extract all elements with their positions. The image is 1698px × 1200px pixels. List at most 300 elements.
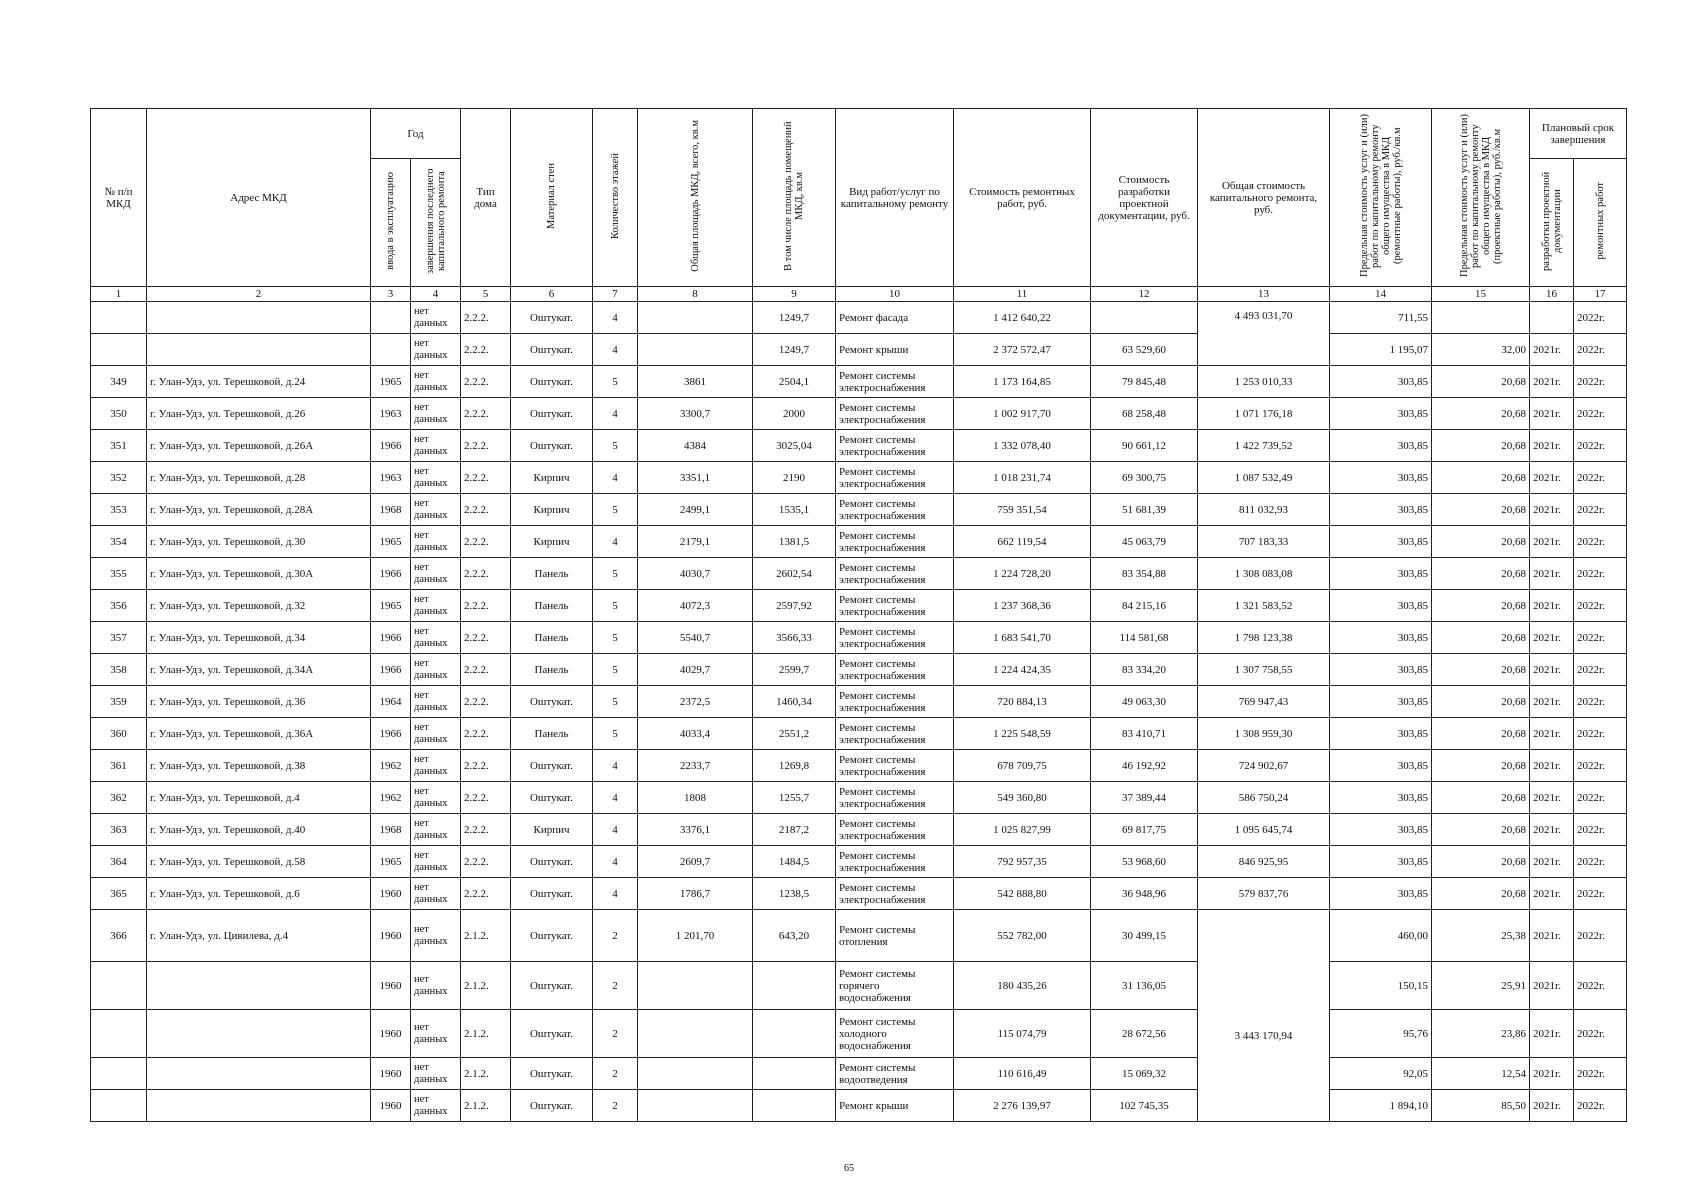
cell-type: 2.2.2.: [461, 878, 511, 910]
cell-limit-design: 20,68: [1432, 398, 1530, 430]
cell-limit-repair: 303,85: [1330, 366, 1432, 398]
cell-num: 351: [91, 430, 147, 462]
cell-repair-cost: 1 224 424,35: [954, 654, 1091, 686]
cell-year: [371, 302, 411, 334]
cell-area: 3376,1: [638, 814, 753, 846]
cell-year: 1966: [371, 430, 411, 462]
cell-premises: [753, 1058, 836, 1090]
cell-limit-design: 85,50: [1432, 1090, 1530, 1122]
cell-plan-design: [1530, 302, 1574, 334]
table-row: [91, 718, 1627, 750]
cell-total: 4 493 031,70: [1198, 302, 1330, 366]
cell-repair-cost: 1 018 231,74: [954, 462, 1091, 494]
cell-area: [638, 962, 753, 1010]
cell-year: 1962: [371, 750, 411, 782]
cell-type: 2.1.2.: [461, 910, 511, 962]
cell-total: 1 798 123,38: [1198, 622, 1330, 654]
cell-limit-design: 20,68: [1432, 622, 1530, 654]
cell-area: [638, 1058, 753, 1090]
cell-work: Ремонт системы электроснабжения: [836, 878, 954, 910]
cell-floors: 5: [593, 590, 638, 622]
cell-limit-design: 20,68: [1432, 846, 1530, 878]
cell-address: г. Улан-Удэ, ул. Терешковой, д.28А: [147, 494, 371, 526]
cell-type: 2.2.2.: [461, 366, 511, 398]
colnum: 11: [954, 287, 1091, 302]
cell-num: 359: [91, 686, 147, 718]
cell-material: Оштукат.: [511, 366, 593, 398]
cell-work: Ремонт системы электроснабжения: [836, 430, 954, 462]
cell-work: Ремонт системы электроснабжения: [836, 782, 954, 814]
cell-last-repair: нет данных: [411, 962, 461, 1010]
cell-area: 3351,1: [638, 462, 753, 494]
cell-last-repair: нет данных: [411, 430, 461, 462]
cell-limit-design: 20,68: [1432, 750, 1530, 782]
cell-design-cost: 49 063,30: [1091, 686, 1198, 718]
cell-design-cost: 46 192,92: [1091, 750, 1198, 782]
cell-premises: 3566,33: [753, 622, 836, 654]
cell-limit-repair: 303,85: [1330, 686, 1432, 718]
cell-address: г. Улан-Удэ, ул. Терешковой, д.38: [147, 750, 371, 782]
cell-address: [147, 962, 371, 1010]
cell-limit-repair: 303,85: [1330, 430, 1432, 462]
cell-plan-repair: 2022г.: [1574, 430, 1627, 462]
cell-area: 4029,7: [638, 654, 753, 686]
cell-material: Оштукат.: [511, 750, 593, 782]
cell-area: [638, 334, 753, 366]
cell-year: 1965: [371, 526, 411, 558]
cell-year: 1960: [371, 1090, 411, 1122]
cell-design-cost: 69 300,75: [1091, 462, 1198, 494]
cell-floors: 2: [593, 910, 638, 962]
colnum: 8: [638, 287, 753, 302]
cell-material: Оштукат.: [511, 910, 593, 962]
table-row: [91, 910, 1627, 962]
cell-plan-repair: 2022г.: [1574, 462, 1627, 494]
cell-floors: 5: [593, 494, 638, 526]
cell-limit-design: 20,68: [1432, 462, 1530, 494]
cell-premises: 3025,04: [753, 430, 836, 462]
colnum: 13: [1198, 287, 1330, 302]
cell-plan-repair: 2022г.: [1574, 590, 1627, 622]
cell-repair-cost: 1 225 548,59: [954, 718, 1091, 750]
cell-plan-design: 2021г.: [1530, 462, 1574, 494]
cell-material: Оштукат.: [511, 1058, 593, 1090]
cell-total: 1 307 758,55: [1198, 654, 1330, 686]
header-plan-design: разработки проектной документации: [1530, 159, 1574, 287]
cell-plan-repair: 2022г.: [1574, 622, 1627, 654]
cell-total: 1 308 959,30: [1198, 718, 1330, 750]
cell-premises: [753, 962, 836, 1010]
cell-limit-repair: 303,85: [1330, 750, 1432, 782]
cell-type: 2.2.2.: [461, 462, 511, 494]
cell-repair-cost: 180 435,26: [954, 962, 1091, 1010]
cell-plan-repair: 2022г.: [1574, 814, 1627, 846]
header-year: Год: [371, 109, 461, 159]
cell-premises: 643,20: [753, 910, 836, 962]
table-row: [91, 462, 1627, 494]
cell-work: Ремонт системы электроснабжения: [836, 398, 954, 430]
cell-material: Оштукат.: [511, 686, 593, 718]
colnum: 15: [1432, 287, 1530, 302]
column-numbers-row: [91, 287, 1627, 302]
cell-total: 811 032,93: [1198, 494, 1330, 526]
cell-type: 2.2.2.: [461, 782, 511, 814]
cell-last-repair: нет данных: [411, 622, 461, 654]
cell-num: 353: [91, 494, 147, 526]
cell-premises: 1255,7: [753, 782, 836, 814]
cell-limit-design: 20,68: [1432, 430, 1530, 462]
cell-limit-design: 20,68: [1432, 366, 1530, 398]
cell-limit-repair: 303,85: [1330, 814, 1432, 846]
cell-type: 2.1.2.: [461, 1090, 511, 1122]
colnum: 6: [511, 287, 593, 302]
header-premises-area: В том числе площадь помещений МКД, кв.м: [753, 109, 836, 287]
table-row: [91, 494, 1627, 526]
header-limit-design: Предельная стоимость услуг и (или) работ по капитальному ремонту общего имущества в МКД (проектные работы), руб./кв.м: [1432, 109, 1530, 287]
table-row: [91, 622, 1627, 654]
cell-material: Оштукат.: [511, 430, 593, 462]
cell-limit-repair: 711,55: [1330, 302, 1432, 334]
cell-year: 1966: [371, 654, 411, 686]
cell-type: 2.2.2.: [461, 814, 511, 846]
cell-last-repair: нет данных: [411, 494, 461, 526]
cell-year: 1962: [371, 782, 411, 814]
cell-plan-repair: 2022г.: [1574, 366, 1627, 398]
header-plan-repair: ремонтных работ: [1574, 159, 1627, 287]
colnum: 3: [371, 287, 411, 302]
cell-floors: 4: [593, 398, 638, 430]
cell-total: 1 087 532,49: [1198, 462, 1330, 494]
cell-floors: 2: [593, 1010, 638, 1058]
cell-floors: 4: [593, 750, 638, 782]
cell-design-cost: 15 069,32: [1091, 1058, 1198, 1090]
cell-limit-repair: 150,15: [1330, 962, 1432, 1010]
cell-plan-design: 2021г.: [1530, 782, 1574, 814]
cell-plan-repair: 2022г.: [1574, 302, 1627, 334]
cell-floors: 4: [593, 526, 638, 558]
cell-design-cost: 36 948,96: [1091, 878, 1198, 910]
cell-plan-design: 2021г.: [1530, 962, 1574, 1010]
cell-work: Ремонт системы холодного водоснабжения: [836, 1010, 954, 1058]
cell-plan-repair: 2022г.: [1574, 846, 1627, 878]
cell-design-cost: [1091, 302, 1198, 334]
cell-num: 363: [91, 814, 147, 846]
cell-floors: 2: [593, 1090, 638, 1122]
cell-floors: 2: [593, 962, 638, 1010]
cell-type: 2.2.2.: [461, 622, 511, 654]
cell-plan-design: 2021г.: [1530, 878, 1574, 910]
cell-total: 846 925,95: [1198, 846, 1330, 878]
cell-limit-repair: 1 894,10: [1330, 1090, 1432, 1122]
cell-address: г. Улан-Удэ, ул. Терешковой, д.34: [147, 622, 371, 654]
cell-premises: 2597,92: [753, 590, 836, 622]
cell-material: Оштукат.: [511, 398, 593, 430]
cell-address: [147, 334, 371, 366]
cell-repair-cost: 1 412 640,22: [954, 302, 1091, 334]
cell-design-cost: 53 968,60: [1091, 846, 1198, 878]
cell-total: 586 750,24: [1198, 782, 1330, 814]
cell-floors: 5: [593, 622, 638, 654]
cell-type: 2.2.2.: [461, 302, 511, 334]
cell-design-cost: 114 581,68: [1091, 622, 1198, 654]
cell-address: г. Улан-Удэ, ул. Терешковой, д.4: [147, 782, 371, 814]
cell-address: г. Улан-Удэ, ул. Терешковой, д.30А: [147, 558, 371, 590]
cell-limit-design: 12,54: [1432, 1058, 1530, 1090]
cell-repair-cost: 115 074,79: [954, 1010, 1091, 1058]
cell-plan-design: 2021г.: [1530, 846, 1574, 878]
cell-plan-repair: 2022г.: [1574, 718, 1627, 750]
cell-num: 358: [91, 654, 147, 686]
cell-area: 2179,1: [638, 526, 753, 558]
cell-design-cost: 51 681,39: [1091, 494, 1198, 526]
cell-last-repair: нет данных: [411, 814, 461, 846]
cell-repair-cost: 720 884,13: [954, 686, 1091, 718]
cell-plan-design: 2021г.: [1530, 1010, 1574, 1058]
cell-repair-cost: 792 957,35: [954, 846, 1091, 878]
cell-plan-design: 2021г.: [1530, 398, 1574, 430]
cell-premises: 1460,34: [753, 686, 836, 718]
cell-last-repair: нет данных: [411, 1010, 461, 1058]
cell-material: Панель: [511, 558, 593, 590]
cell-floors: 5: [593, 430, 638, 462]
cell-material: Оштукат.: [511, 1010, 593, 1058]
cell-last-repair: нет данных: [411, 1058, 461, 1090]
table-row: [91, 686, 1627, 718]
cell-limit-repair: 303,85: [1330, 398, 1432, 430]
cell-material: Панель: [511, 654, 593, 686]
cell-address: [147, 1090, 371, 1122]
cell-floors: 4: [593, 302, 638, 334]
table-row: [91, 526, 1627, 558]
cell-plan-design: 2021г.: [1530, 366, 1574, 398]
table-row: [91, 558, 1627, 590]
cell-area: 2499,1: [638, 494, 753, 526]
cell-num: 357: [91, 622, 147, 654]
cell-num: 364: [91, 846, 147, 878]
table-row: [91, 1090, 1627, 1122]
cell-address: г. Улан-Удэ, ул. Терешковой, д.40: [147, 814, 371, 846]
cell-year: 1965: [371, 366, 411, 398]
cell-limit-repair: 303,85: [1330, 654, 1432, 686]
cell-num: 356: [91, 590, 147, 622]
cell-plan-design: 2021г.: [1530, 654, 1574, 686]
cell-floors: 5: [593, 558, 638, 590]
cell-repair-cost: 1 224 728,20: [954, 558, 1091, 590]
cell-plan-design: 2021г.: [1530, 622, 1574, 654]
cell-plan-repair: 2022г.: [1574, 962, 1627, 1010]
cell-plan-design: 2021г.: [1530, 430, 1574, 462]
cell-limit-design: 20,68: [1432, 782, 1530, 814]
cell-plan-design: 2021г.: [1530, 686, 1574, 718]
cell-address: г. Улан-Удэ, ул. Терешковой, д.30: [147, 526, 371, 558]
cell-design-cost: 68 258,48: [1091, 398, 1198, 430]
cell-limit-repair: 1 195,07: [1330, 334, 1432, 366]
cell-year: 1960: [371, 910, 411, 962]
table-row: [91, 302, 1627, 334]
cell-floors: 5: [593, 686, 638, 718]
cell-address: г. Улан-Удэ, ул. Терешковой, д.34А: [147, 654, 371, 686]
cell-year: 1965: [371, 846, 411, 878]
cell-num: 352: [91, 462, 147, 494]
cell-material: Оштукат.: [511, 846, 593, 878]
cell-plan-repair: 2022г.: [1574, 686, 1627, 718]
colnum: 7: [593, 287, 638, 302]
cell-repair-cost: 662 119,54: [954, 526, 1091, 558]
cell-type: 2.1.2.: [461, 1058, 511, 1090]
cell-total: 707 183,33: [1198, 526, 1330, 558]
cell-premises: 1269,8: [753, 750, 836, 782]
cell-plan-design: 2021г.: [1530, 558, 1574, 590]
cell-material: Панель: [511, 718, 593, 750]
cell-plan-repair: 2022г.: [1574, 878, 1627, 910]
cell-address: г. Улан-Удэ, ул. Терешковой, д.36: [147, 686, 371, 718]
cell-year: 1960: [371, 962, 411, 1010]
cell-plan-design: 2021г.: [1530, 910, 1574, 962]
cell-num: [91, 962, 147, 1010]
cell-premises: 2000: [753, 398, 836, 430]
cell-year: 1966: [371, 558, 411, 590]
cell-floors: 5: [593, 366, 638, 398]
cell-area: 2372,5: [638, 686, 753, 718]
cell-total: 1 095 645,74: [1198, 814, 1330, 846]
cell-year: 1960: [371, 878, 411, 910]
cell-repair-cost: 1 002 917,70: [954, 398, 1091, 430]
cell-design-cost: 102 745,35: [1091, 1090, 1198, 1122]
colnum: 10: [836, 287, 954, 302]
cell-last-repair: нет данных: [411, 526, 461, 558]
cell-floors: 2: [593, 1058, 638, 1090]
cell-limit-repair: 303,85: [1330, 846, 1432, 878]
cell-type: 2.2.2.: [461, 558, 511, 590]
cell-limit-repair: 460,00: [1330, 910, 1432, 962]
cell-material: Кирпич: [511, 462, 593, 494]
cell-design-cost: 31 136,05: [1091, 962, 1198, 1010]
cell-num: 349: [91, 366, 147, 398]
cell-premises: 1249,7: [753, 334, 836, 366]
cell-area: 3861: [638, 366, 753, 398]
table-row: [91, 1010, 1627, 1058]
cell-limit-repair: 303,85: [1330, 494, 1432, 526]
cell-area: 1786,7: [638, 878, 753, 910]
cell-work: Ремонт системы электроснабжения: [836, 494, 954, 526]
table-row: [91, 366, 1627, 398]
cell-year: 1963: [371, 462, 411, 494]
cell-plan-design: 2021г.: [1530, 590, 1574, 622]
cell-total: 1 253 010,33: [1198, 366, 1330, 398]
cell-plan-design: 2021г.: [1530, 526, 1574, 558]
cell-work: Ремонт системы электроснабжения: [836, 654, 954, 686]
cell-material: Панель: [511, 622, 593, 654]
cell-limit-design: 20,68: [1432, 814, 1530, 846]
cell-floors: 4: [593, 462, 638, 494]
cell-material: Кирпич: [511, 526, 593, 558]
cell-last-repair: нет данных: [411, 686, 461, 718]
cell-last-repair: нет данных: [411, 1090, 461, 1122]
cell-total: 769 947,43: [1198, 686, 1330, 718]
header-address: Адрес МКД: [147, 109, 371, 287]
cell-material: Оштукат.: [511, 782, 593, 814]
cell-work: Ремонт системы электроснабжения: [836, 750, 954, 782]
cell-limit-design: 25,91: [1432, 962, 1530, 1010]
cell-address: г. Улан-Удэ, ул. Терешковой, д.58: [147, 846, 371, 878]
cell-num: 354: [91, 526, 147, 558]
cell-type: 2.2.2.: [461, 494, 511, 526]
cell-total: 3 443 170,94: [1198, 910, 1330, 1122]
cell-plan-design: 2021г.: [1530, 334, 1574, 366]
cell-design-cost: 79 845,48: [1091, 366, 1198, 398]
cell-limit-design: 20,68: [1432, 526, 1530, 558]
cell-num: [91, 1090, 147, 1122]
cell-area: [638, 302, 753, 334]
colnum: 2: [147, 287, 371, 302]
cell-address: [147, 1010, 371, 1058]
cell-limit-design: 25,38: [1432, 910, 1530, 962]
cell-total: 579 837,76: [1198, 878, 1330, 910]
cell-material: Панель: [511, 590, 593, 622]
cell-repair-cost: 678 709,75: [954, 750, 1091, 782]
cell-limit-repair: 303,85: [1330, 622, 1432, 654]
cell-area: 1808: [638, 782, 753, 814]
cell-limit-repair: 303,85: [1330, 590, 1432, 622]
cell-area: 4384: [638, 430, 753, 462]
cell-floors: 4: [593, 782, 638, 814]
cell-address: г. Улан-Удэ, ул. Терешковой, д.28: [147, 462, 371, 494]
header-repair-cost: Стоимость ремонтных работ, руб.: [954, 109, 1091, 287]
cell-material: Кирпич: [511, 494, 593, 526]
cell-address: г. Улан-Удэ, ул. Терешковой, д.32: [147, 590, 371, 622]
cell-area: 2233,7: [638, 750, 753, 782]
cell-type: 2.1.2.: [461, 1010, 511, 1058]
colnum: 14: [1330, 287, 1432, 302]
cell-premises: 2551,2: [753, 718, 836, 750]
cell-limit-repair: 95,76: [1330, 1010, 1432, 1058]
cell-num: 366: [91, 910, 147, 962]
cell-type: 2.2.2.: [461, 526, 511, 558]
cell-year: 1960: [371, 1058, 411, 1090]
cell-material: Оштукат.: [511, 334, 593, 366]
table-row: [91, 590, 1627, 622]
cell-year: 1960: [371, 1010, 411, 1058]
cell-address: г. Улан-Удэ, ул. Терешковой, д.36А: [147, 718, 371, 750]
header-year-last-repair: завершения последнего капитального ремонта: [411, 159, 461, 287]
cell-design-cost: 45 063,79: [1091, 526, 1198, 558]
cell-premises: [753, 1010, 836, 1058]
cell-address: г. Улан-Удэ, ул. Цивилева, д.4: [147, 910, 371, 962]
table-row: [91, 654, 1627, 686]
cell-work: Ремонт системы электроснабжения: [836, 526, 954, 558]
cell-repair-cost: 110 616,49: [954, 1058, 1091, 1090]
cell-limit-design: 20,68: [1432, 878, 1530, 910]
cell-year: 1963: [371, 398, 411, 430]
cell-limit-design: 20,68: [1432, 590, 1530, 622]
cell-last-repair: нет данных: [411, 462, 461, 494]
cell-type: 2.2.2.: [461, 846, 511, 878]
cell-plan-repair: 2022г.: [1574, 782, 1627, 814]
table-row: [91, 334, 1627, 366]
cell-plan-design: 2021г.: [1530, 718, 1574, 750]
cell-area: 4072,3: [638, 590, 753, 622]
cell-year: 1966: [371, 718, 411, 750]
cell-work: Ремонт фасада: [836, 302, 954, 334]
cell-year: 1968: [371, 814, 411, 846]
cell-limit-repair: 303,85: [1330, 462, 1432, 494]
header-work-type: Вид работ/услуг по капитальному ремонту: [836, 109, 954, 287]
cell-premises: 1249,7: [753, 302, 836, 334]
cell-last-repair: нет данных: [411, 750, 461, 782]
cell-design-cost: 83 354,88: [1091, 558, 1198, 590]
cell-floors: 4: [593, 334, 638, 366]
cell-address: г. Улан-Удэ, ул. Терешковой, д.6: [147, 878, 371, 910]
